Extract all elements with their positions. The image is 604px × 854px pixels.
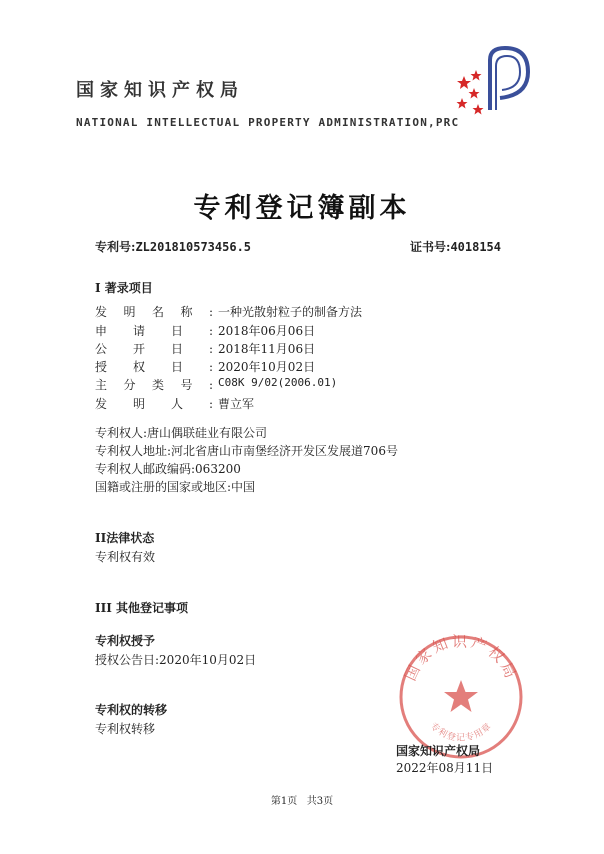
- field-label: 主分类号:: [95, 378, 213, 392]
- document-title: 专利登记簿副本: [193, 193, 411, 224]
- field-value: 一种光散射粒子的制备方法: [218, 305, 363, 319]
- page-number: 第1页: [270, 796, 298, 807]
- seal-sub-text: 专利登记专用章: [427, 721, 495, 744]
- signature-office: 国家知识产权局: [396, 744, 481, 758]
- grant-heading: 专利权授予: [95, 634, 156, 648]
- field-label: 发明名称:: [95, 305, 213, 319]
- field-value: 曹立军: [218, 397, 255, 411]
- patent-number-value: ZL201810573456.5: [135, 240, 252, 254]
- field-value: C08K 9/02(2006.01): [218, 376, 338, 389]
- office-name-cn: 国家知识产权局: [76, 80, 244, 101]
- patent-owner: 专利权人:唐山偶联硅业有限公司: [95, 426, 268, 440]
- field-value: 2020年10月02日: [218, 360, 316, 374]
- cnipa-logo-icon: [450, 40, 540, 130]
- field-value: 2018年11月06日: [218, 342, 316, 356]
- field-publication-date: [95, 340, 316, 357]
- field-value: 2018年06月06日: [218, 324, 316, 338]
- field-inventor: [95, 395, 255, 412]
- seal-text: 国家知识产权局: [401, 632, 521, 684]
- page-footer: [0, 792, 604, 807]
- certificate-number-label: 证书号:: [410, 240, 451, 254]
- svg-text:国家知识产权局: [401, 632, 521, 683]
- patent-owner-address: 专利权人地址:河北省唐山市南堡经济开发区发展道706号: [95, 444, 398, 458]
- page-total: 共3页: [306, 796, 334, 807]
- signature-date: 2022年08月11日: [396, 761, 494, 775]
- field-label: 发明人:: [95, 397, 213, 411]
- field-grant-date: [95, 358, 316, 375]
- certificate-number-value: 4018154: [450, 240, 502, 254]
- section-1-heading: I 著录项目: [95, 281, 153, 295]
- patent-number-label: 专利号:: [95, 240, 136, 254]
- svg-text:专利登记专用章: [428, 720, 494, 744]
- field-application-date: [95, 322, 316, 339]
- field-label: 申请日:: [95, 324, 213, 338]
- office-name-en: NATIONAL INTELLECTUAL PROPERTY ADMINISTRATION,PRC: [76, 116, 460, 129]
- transfer-text: 专利权转移: [95, 722, 156, 736]
- grant-announcement-date: 授权公告日:2020年10月02日: [95, 653, 257, 667]
- field-label: 公开日:: [95, 342, 213, 356]
- field-label: 授权日:: [95, 360, 213, 374]
- patent-number: [95, 238, 251, 255]
- patent-owner-postcode: 专利权人邮政编码:063200: [95, 462, 241, 476]
- field-main-classification: [95, 376, 338, 393]
- section-2-heading: II法律状态: [95, 531, 155, 545]
- country-of-registration: 国籍或注册的国家或地区:中国: [95, 480, 256, 494]
- section-3-heading: III 其他登记事项: [95, 601, 189, 615]
- transfer-heading: 专利权的转移: [95, 703, 168, 717]
- field-invention-name: [95, 303, 363, 320]
- certificate-number: [410, 238, 501, 255]
- legal-status: 专利权有效: [95, 550, 156, 564]
